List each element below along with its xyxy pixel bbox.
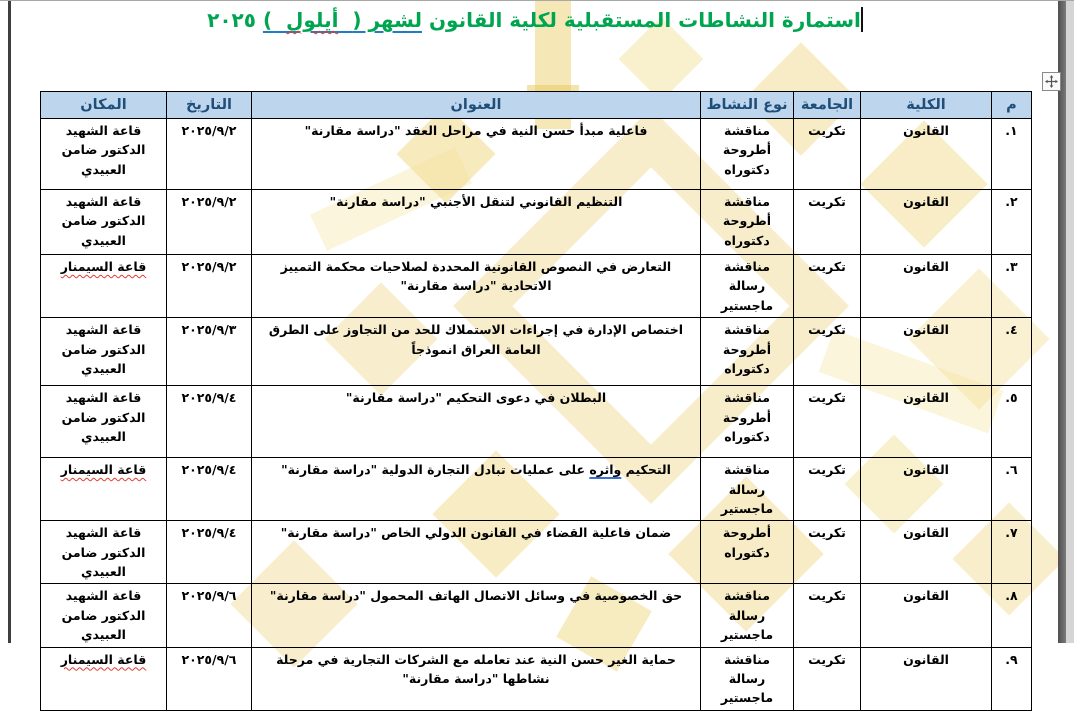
table-row [41, 458, 1032, 521]
cell-title: التنظيم القانوني لتنقل الأجنبي "دراسة مقارنة" [252, 190, 701, 255]
cell-activity-type: مناقشة رسالة ماجستير [701, 584, 794, 647]
title-segment: على عمليات تبادل التجارة الدولية "دراسة مقارنة" [281, 462, 586, 478]
cell-place: قاعة السيمنار [41, 647, 167, 710]
cell-row-number: ٦. [992, 458, 1032, 521]
cell-title: التعارض في النصوص القانونية المحددة لصلاحيات محكمة التمييز الاتحادية "دراسة مقارنة" [252, 255, 701, 318]
header-university: الجامعة [794, 92, 861, 119]
table-row [41, 386, 1032, 458]
header-activity-type: نوع النشاط [701, 92, 794, 119]
cell-college: القانون [861, 584, 992, 647]
document-title-row [11, 7, 1060, 32]
header-title: العنوان [252, 92, 701, 119]
cell-university: تكريت [794, 386, 861, 458]
table-row [41, 255, 1032, 318]
page-edge-shadow [1058, 1, 1066, 643]
workspace-background [1066, 1, 1074, 643]
cell-row-number: ٩. [992, 647, 1032, 710]
cell-college: القانون [861, 386, 992, 458]
cell-activity-type: مناقشة أطروحة دكتوراه [701, 318, 794, 386]
cell-activity-type: مناقشة أطروحة دكتوراه [701, 190, 794, 255]
activities-table [40, 91, 1032, 711]
cell-date: ٢٠٢٥/٩/٦ [167, 584, 252, 647]
cell-title [252, 458, 701, 521]
cell-university: تكريت [794, 119, 861, 190]
cell-college: القانون [861, 190, 992, 255]
table-row [41, 318, 1032, 386]
header-date: التاريخ [167, 92, 252, 119]
cell-date: ٢٠٢٥/٩/٢ [167, 190, 252, 255]
cell-activity-type: مناقشة رسالة ماجستير [701, 458, 794, 521]
cell-college: القانون [861, 119, 992, 190]
cell-university: تكريت [794, 458, 861, 521]
cell-title: حماية الغير حسن النية عند تعامله مع الشركات التجارية في مرحلة نشاطها "دراسة مقارنة" [252, 647, 701, 710]
page-title [207, 7, 864, 32]
cell-activity-type: مناقشة رسالة ماجستير [701, 647, 794, 710]
cell-place: قاعة الشهيد الدكتور ضامن العبيدي [41, 318, 167, 386]
cell-place: قاعة الشهيد الدكتور ضامن العبيدي [41, 521, 167, 584]
header-college: الكلية [861, 92, 992, 119]
title-segment: التحكيم [625, 462, 671, 478]
table-row [41, 119, 1032, 190]
cell-university: تكريت [794, 190, 861, 255]
document-page [8, 1, 1058, 706]
cell-college: القانون [861, 318, 992, 386]
cell-date: ٢٠٢٥/٩/٢ [167, 255, 252, 318]
table-row [41, 521, 1032, 584]
cell-date: ٢٠٢٥/٩/٤ [167, 521, 252, 584]
cell-activity-type: مناقشة رسالة ماجستير [701, 255, 794, 318]
cell-university: تكريت [794, 521, 861, 584]
cell-university: تكريت [794, 255, 861, 318]
four-arrows-icon [1045, 75, 1058, 88]
cell-university: تكريت [794, 584, 861, 647]
cell-title: اختصاص الإدارة في إجراءات الاستملاك للحد من التجاوز على الطرق العامة العراق انموذجاً [252, 318, 701, 386]
table-row [41, 647, 1032, 710]
cell-college: القانون [861, 255, 992, 318]
cell-college: القانون [861, 647, 992, 710]
title-month: أيلول [286, 8, 339, 32]
title-month-suffix: ) [262, 8, 273, 32]
table-header-row [41, 92, 1032, 119]
title-year: ٢٠٢٥ [207, 8, 256, 32]
cell-date: ٢٠٢٥/٩/٤ [167, 458, 252, 521]
cell-title: فاعلية مبدأ حسن النية في مراحل العقد "دراسة مقارنة" [252, 119, 701, 190]
cell-place: قاعة الشهيد الدكتور ضامن العبيدي [41, 584, 167, 647]
cell-row-number: ٧. [992, 521, 1032, 584]
cell-title: ضمان فاعلية القضاء في القانون الدولي الخاص "دراسة مقارنة" [252, 521, 701, 584]
cell-place: قاعة السيمنار [41, 255, 167, 318]
title-part1: استمارة النشاطات المستقبلية لكلية القانون [428, 8, 861, 32]
cell-activity-type: أطروحة دكتوراه [701, 521, 794, 584]
grammar-flagged-word: واثره [589, 462, 622, 478]
cell-place: قاعة الشهيد الدكتور ضامن العبيدي [41, 119, 167, 190]
cell-row-number: ٨. [992, 584, 1032, 647]
cell-row-number: ٥. [992, 386, 1032, 458]
cell-college: القانون [861, 521, 992, 584]
cell-activity-type: مناقشة أطروحة دكتوراه [701, 119, 794, 190]
cell-row-number: ٣. [992, 255, 1032, 318]
cell-place: قاعة الشهيد الدكتور ضامن العبيدي [41, 386, 167, 458]
cell-university: تكريت [794, 318, 861, 386]
cell-date: ٢٠٢٥/٩/٤ [167, 386, 252, 458]
cell-date: ٢٠٢٥/٩/٦ [167, 647, 252, 710]
cell-place: قاعة السيمنار [41, 458, 167, 521]
header-place: المكان [41, 92, 167, 119]
cell-place: قاعة الشهيد الدكتور ضامن العبيدي [41, 190, 167, 255]
cell-date: ٢٠٢٥/٩/٢ [167, 119, 252, 190]
table-row [41, 190, 1032, 255]
cell-row-number: ٢. [992, 190, 1032, 255]
cell-date: ٢٠٢٥/٩/٣ [167, 318, 252, 386]
text-cursor [861, 7, 863, 32]
cell-row-number: ١. [992, 119, 1032, 190]
cell-activity-type: مناقشة أطروحة دكتوراه [701, 386, 794, 458]
cell-university: تكريت [794, 647, 861, 710]
title-month-prefix: لشهر ( [352, 8, 422, 32]
table-row [41, 584, 1032, 647]
title-month-group [263, 8, 422, 32]
cell-college: القانون [861, 458, 992, 521]
header-no: م [992, 92, 1032, 119]
cell-title: حق الخصوصية في وسائل الاتصال الهاتف المحمول "دراسة مقارنة" [252, 584, 701, 647]
cell-row-number: ٤. [992, 318, 1032, 386]
table-move-handle-icon[interactable] [1042, 72, 1061, 91]
cell-title: البطلان في دعوى التحكيم "دراسة مقارنة" [252, 386, 701, 458]
